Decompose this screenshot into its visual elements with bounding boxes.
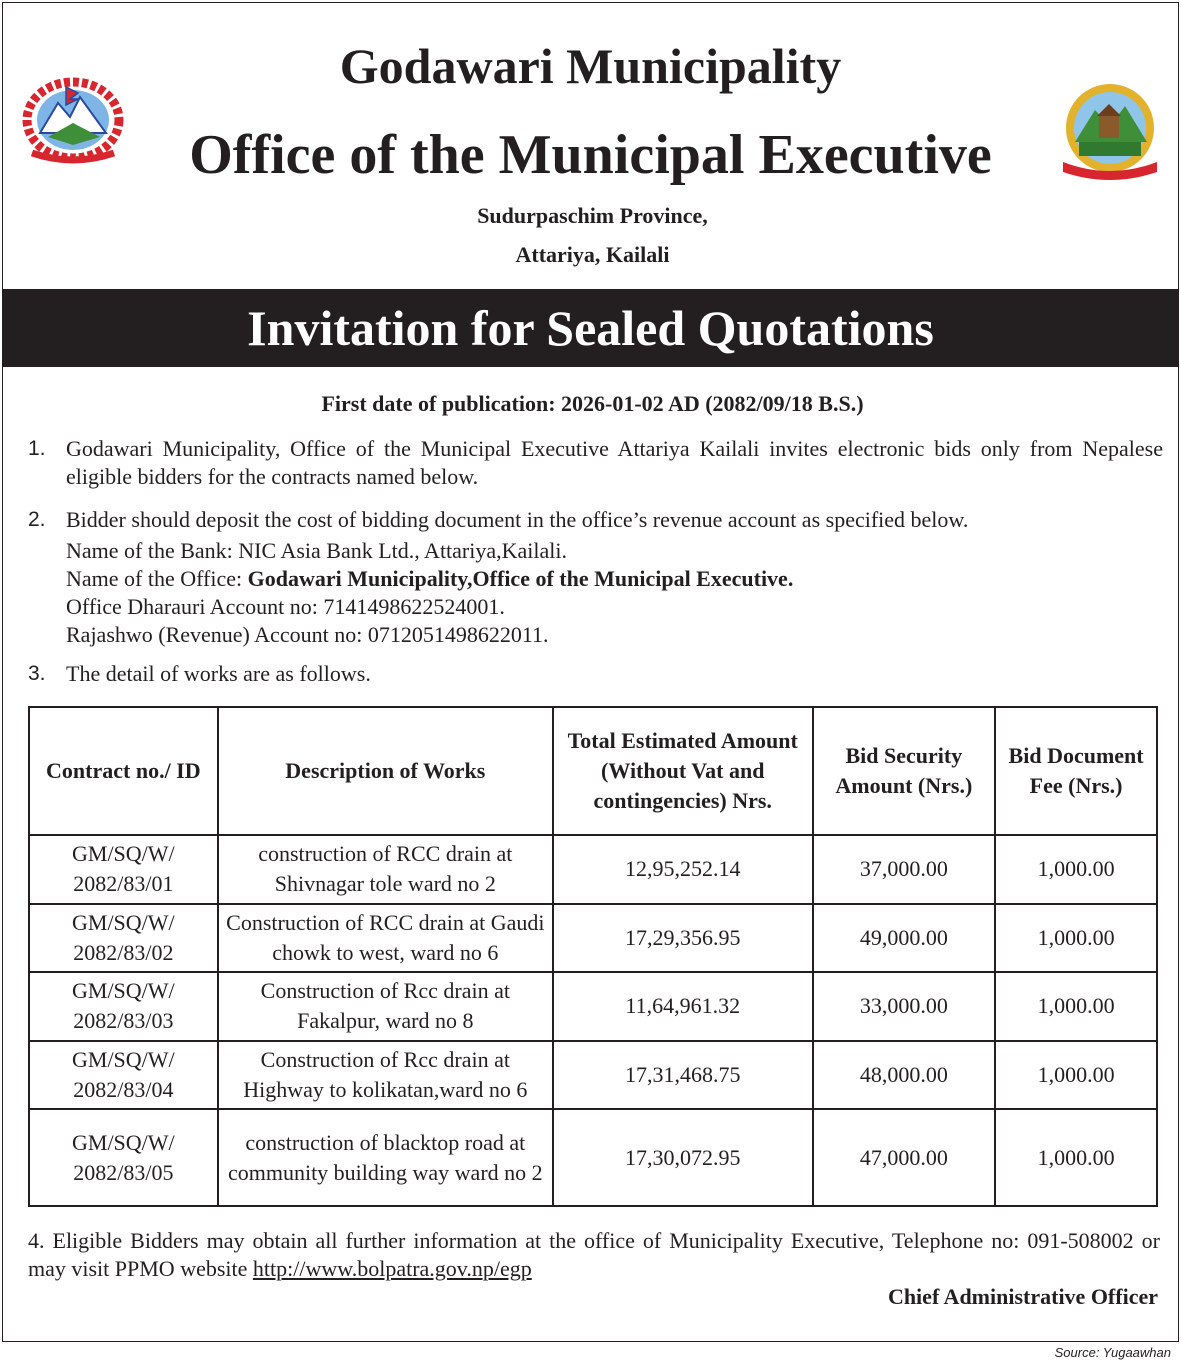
fee-cell: 1,000.00 [995,1041,1157,1110]
description-cell: Construction of Rcc drain at Fakalpur, ward no 8 [218,972,553,1041]
office-account-value: Godawari Municipality,Office of the Municipal Executive. [247,566,794,591]
clause-text: Bidder should deposit the cost of bidding document in the office’s revenue account as specified below. [66,507,969,532]
description-cell: Construction of RCC drain at Gaudi chowk to west, ward no 6 [218,904,553,973]
fee-cell: 1,000.00 [995,1109,1157,1206]
source-credit: Source: Yugaawhan [1054,1345,1171,1360]
clause-text: Godawari Municipality, Office of the Municipal Executive Attariya Kailali invites electronic bids only from Nepalese eligible bidders for the contracts named below. [66,436,1163,489]
header-document-fee: Bid Document Fee (Nrs.) [995,707,1157,835]
header-bid-security: Bid Security Amount (Nrs.) [813,707,996,835]
contract-id-cell: GM/SQ/W/ 2082/83/03 [29,972,218,1041]
header-description: Description of Works [218,707,553,835]
description-cell: Construction of Rcc drain at Highway to kolikatan,ward no 6 [218,1041,553,1110]
works-table [28,706,1158,1207]
clause-number: 2. [28,508,46,531]
clause-1 [28,435,1163,491]
province-line: Sudurpaschim Province, [477,203,708,228]
amount-cell: 17,29,356.95 [553,904,813,973]
header-estimated-amount: Total Estimated Amount (Without Vat and contingencies) Nrs. [553,707,813,835]
location-line: Attariya, Kailali [515,242,670,267]
office-account-label: Name of the Office: [66,566,248,591]
bank-name: Name of the Bank: NIC Asia Bank Ltd., Attariya,Kailali. [66,538,568,563]
clause-3 [28,660,1163,688]
security-cell: 37,000.00 [813,835,996,904]
amount-cell: 17,30,072.95 [553,1109,813,1206]
amount-cell: 17,31,468.75 [553,1041,813,1110]
dharauri-account: Office Dharauri Account no: 7141498622524001. [66,594,505,619]
publication-date: First date of publication: 2026-01-02 AD (2082/09/18 B.S.) [321,391,864,416]
description-cell: construction of RCC drain at Shivnagar tole ward no 2 [218,835,553,904]
header-contract-id: Contract no./ ID [29,707,218,835]
fee-cell: 1,000.00 [995,835,1157,904]
table-row [29,972,1157,1041]
clause-number: 1. [28,437,46,460]
amount-cell: 12,95,252.14 [553,835,813,904]
clause-text: The detail of works are as follows. [66,661,371,686]
contract-id-cell: GM/SQ/W/ 2082/83/01 [29,835,218,904]
contract-id-cell: GM/SQ/W/ 2082/83/02 [29,904,218,973]
contract-id-cell: GM/SQ/W/ 2082/83/05 [29,1109,218,1206]
clause-4-text: 4. Eligible Bidders may obtain all further information at the office of Municipality Executive, Telephone no: 091-508002 or may visit PPMO website [28,1228,1160,1281]
fee-cell: 1,000.00 [995,904,1157,973]
clause-4 [28,1227,1160,1283]
table-row [29,835,1157,904]
table-header-row [29,707,1157,835]
signatory-title: Chief Administrative Officer [887,1284,1158,1309]
security-cell: 33,000.00 [813,972,996,1041]
office-name: Office of the Municipal Executive [189,124,992,186]
security-cell: 48,000.00 [813,1041,996,1110]
amount-cell: 11,64,961.32 [553,972,813,1041]
notice-banner: Invitation for Sealed Quotations [2,289,1179,367]
contract-id-cell: GM/SQ/W/ 2082/83/04 [29,1041,218,1110]
clause-2 [28,506,1163,534]
description-cell: construction of blacktop road at community building way ward no 2 [218,1109,553,1206]
fee-cell: 1,000.00 [995,972,1157,1041]
clause-number: 3. [28,662,46,685]
table-row [29,1109,1157,1206]
revenue-account: Rajashwo (Revenue) Account no: 0712051498622011. [66,622,549,647]
security-cell: 47,000.00 [813,1109,996,1206]
table-row [29,1041,1157,1110]
security-cell: 49,000.00 [813,904,996,973]
ppmo-website-link[interactable]: http://www.bolpatra.gov.np/egp [252,1256,532,1281]
table-row [29,904,1157,973]
municipality-name: Godawari Municipality [339,38,842,94]
office-account-name [66,565,793,593]
